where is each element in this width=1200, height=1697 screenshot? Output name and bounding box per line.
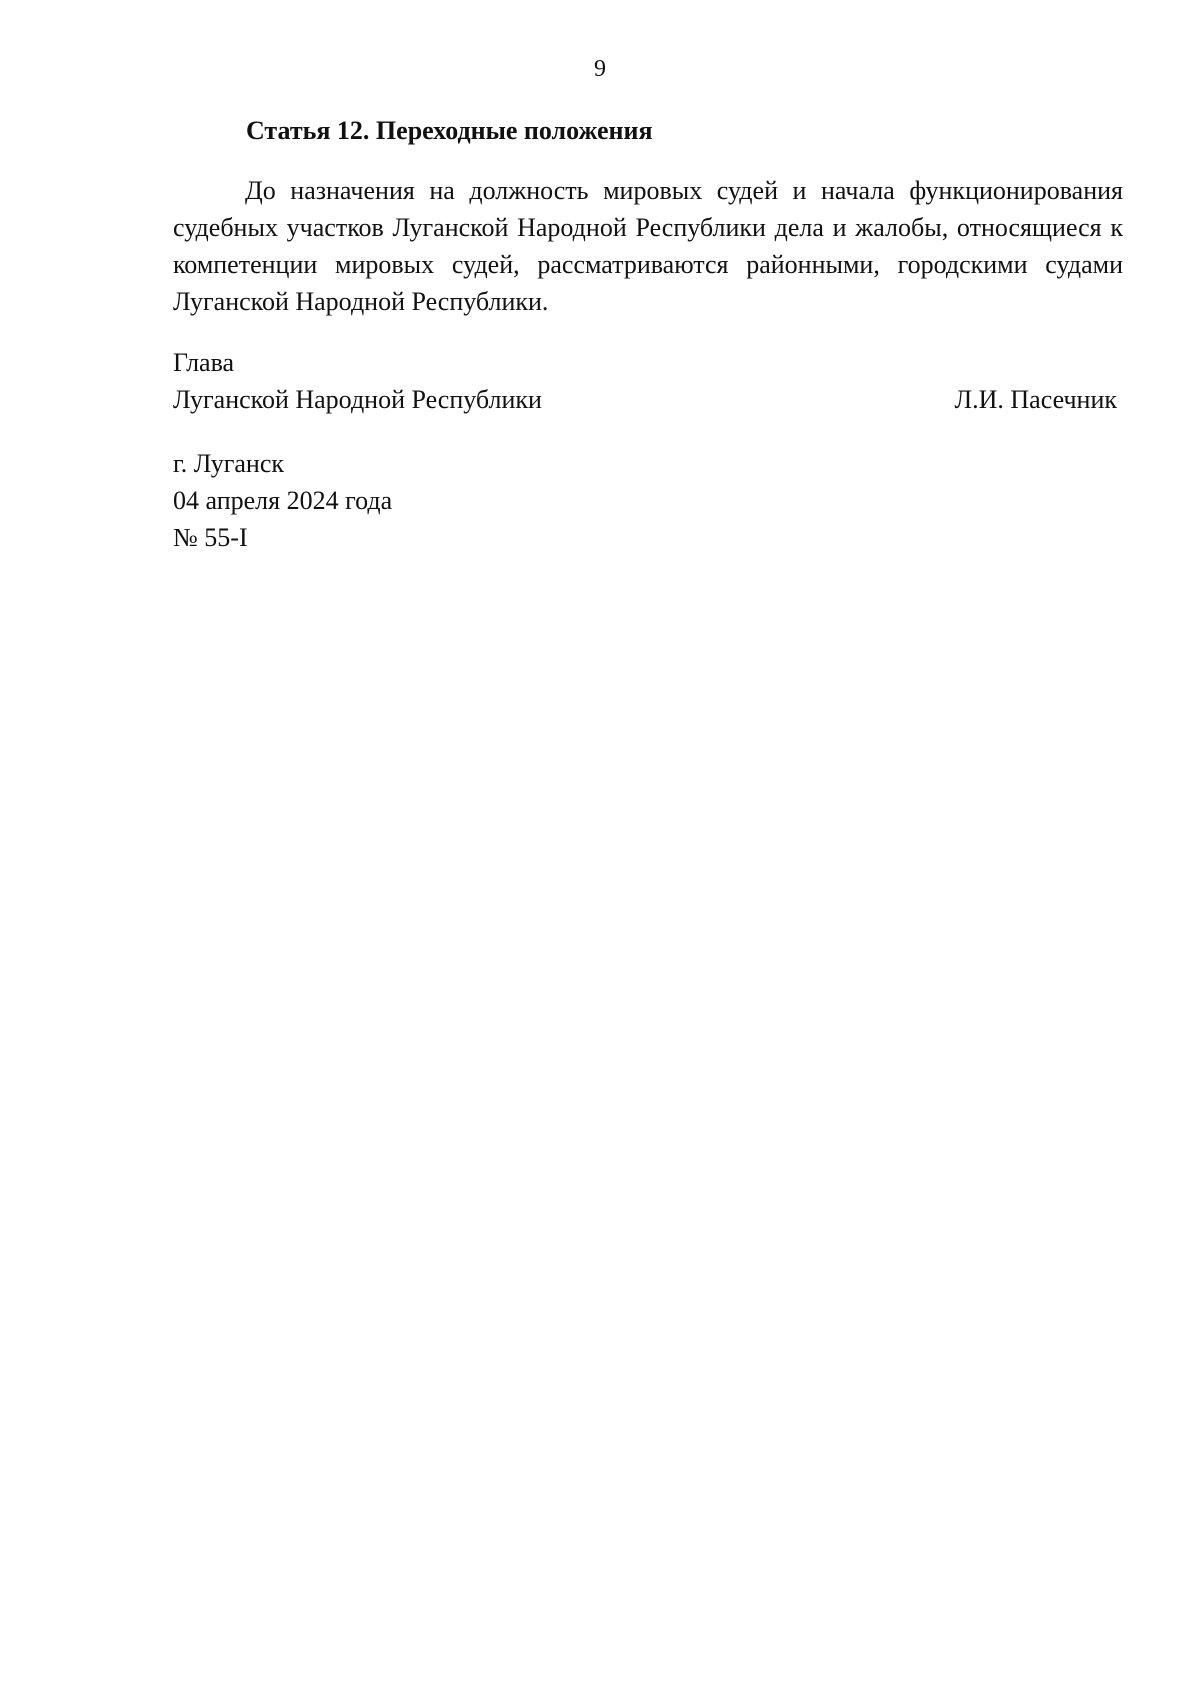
signature-row bbox=[173, 381, 1123, 418]
signature-block bbox=[173, 344, 1123, 418]
signature-position-line1: Глава bbox=[173, 348, 235, 377]
signature-position-line2: Луганской Народной Республики bbox=[173, 385, 542, 414]
signatory-name: Л.И. Пасечник bbox=[954, 385, 1117, 414]
issue-number: № 55-I bbox=[173, 523, 248, 552]
article-body: До назначения на должность мировых судей и начала функционирования судебных участков Луганской Народной Республики дела и жалобы, относящиеся к компетенции мировых судей, рассматриваются районными, городскими судами Луганской Народной Республики. bbox=[173, 176, 1123, 316]
issue-block bbox=[173, 445, 392, 556]
issue-place: г. Луганск bbox=[173, 449, 285, 478]
issue-date: 04 апреля 2024 года bbox=[173, 486, 393, 515]
page-number: 9 bbox=[594, 56, 606, 82]
article-title: Статья 12. Переходные положения bbox=[246, 116, 653, 145]
